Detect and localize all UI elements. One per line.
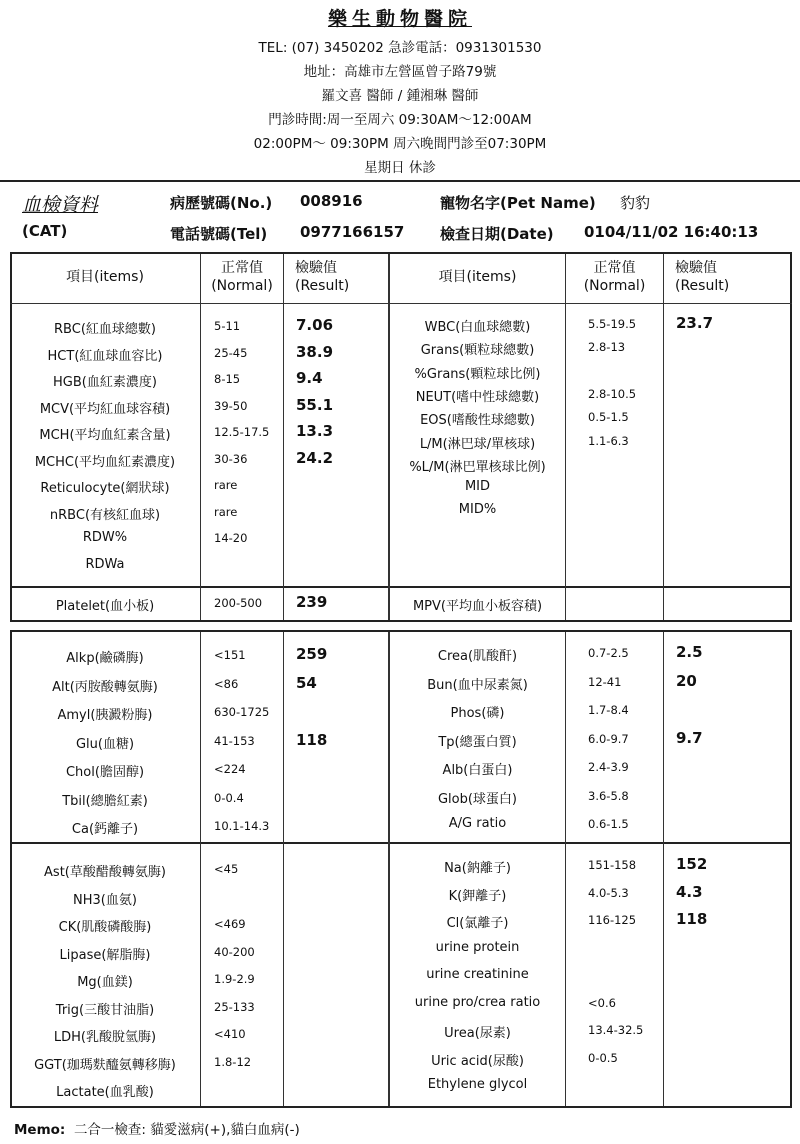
cbc-col-line [565,254,566,620]
item-name: Amyl(胰澱粉脢) [57,708,153,723]
chem-col-line [200,632,201,1106]
item-name: Alkp(鹼磷脢) [66,651,144,666]
cbc-center-line [388,254,390,620]
section-title: 血檢資料 [22,194,99,216]
tel-value: 0977166157 [300,223,405,241]
item-name: LDH(乳酸脫氫脢) [53,1030,157,1045]
item-name: Ethylene glycol [427,1077,528,1092]
item-name: MPV(平均血小板容積) [412,599,543,614]
date-value: 0104/11/02 16:40:13 [584,223,759,241]
item-name: Glob(球蛋白) [437,791,518,807]
result-value: 118 [296,730,328,749]
normal-range: 12.5-17.5 [214,425,270,439]
chem-center-line [388,632,390,1106]
normal-range: 40-200 [214,944,255,959]
result-value: 259 [296,645,328,663]
cbc-col-line [283,254,284,620]
normal-range: 2.8-13 [588,340,626,355]
result-value: 7.06 [296,316,334,334]
result-value: 118 [676,910,708,928]
normal-range: <45 [214,862,239,876]
item-name: Ast(草酸醋酸轉氨脢) [44,865,166,880]
address-line: 地址：高雄市左營區曾子路79號 [303,64,497,80]
normal-range: 6.0-9.7 [588,731,629,746]
chem-col-line [283,632,284,1106]
col-head-result-left: 檢驗值 (Result) [295,260,350,294]
item-name: NH3(血氨) [73,892,137,908]
result-value: 239 [296,593,328,611]
item-name: urine creatinine [426,967,529,982]
normal-range: 116-125 [588,913,637,927]
species-label: (CAT) [22,222,68,240]
item-name: MCHC(平均血紅素濃度) [34,454,176,470]
pet-name-label: 寵物名字(Pet Name) [440,194,596,212]
item-name: HCT(紅血球血容比) [47,348,163,364]
normal-range: 0.7-2.5 [588,646,629,660]
doctors-line: 羅文喜 醫師 / 鍾湘琳 醫師 [321,88,479,104]
normal-range: 12-41 [588,674,622,689]
item-name: nRBC(有核紅血球) [49,507,161,523]
item-name: RDWa [85,556,125,572]
chem-col-line [565,632,566,1106]
col-head-result-right: 檢驗值 (Result) [675,260,730,294]
normal-range: 151-158 [588,858,637,872]
item-name: %L/M(淋巴單核球比例) [409,459,546,475]
item-name: Na(鈉離子) [444,861,511,876]
col-head-items-left: 項目(items) [66,269,144,285]
item-name: GGT(珈瑪麩醯氨轉移脢) [34,1057,176,1073]
normal-range: 1.1-6.3 [588,433,629,448]
normal-range: 5.5-19.5 [588,317,637,331]
item-name: %Grans(顆粒球比例) [414,366,541,382]
item-name: Platelet(血小板) [55,599,155,614]
cbc-col-line [200,254,201,620]
item-name: Glu(血糖) [75,736,135,752]
item-name: K(鉀離子) [448,888,507,904]
item-name: MID% [458,502,497,518]
normal-range: <224 [214,762,246,776]
platelet-divider [10,586,792,588]
pet-name-value: 豹豹 [620,194,651,212]
item-name: Crea(肌酸酐) [437,649,518,664]
cbc-header-line [10,303,792,304]
item-name: Alt(丙胺酸轉氨脢) [52,679,158,695]
result-value: 54 [296,673,317,692]
result-value: 24.2 [296,448,334,467]
normal-range: 2.4-3.9 [588,760,629,774]
item-name: RDW% [82,530,128,545]
memo-text: 二合一檢查: 貓愛滋病(+),貓白血病(-) [73,1122,300,1138]
normal-range: 25-45 [214,345,248,360]
col-head-items-right: 項目(items) [438,269,517,285]
item-name: urine pro/crea ratio [414,994,541,1010]
item-name: Mg(血鎂) [77,975,133,990]
col-head-normal-right: 正常值 (Normal) [583,260,646,294]
normal-range: 0-0.5 [588,1050,618,1065]
item-name: Lactate(血乳酸) [56,1085,154,1100]
clinic-name: 樂生動物醫院 [327,8,472,30]
normal-range: rare [214,478,238,492]
normal-range: 10.1-14.3 [214,819,270,833]
record-no-label: 病歷號碼(No.) [170,194,273,212]
item-name: Lipase(解脂脢) [59,947,151,963]
item-name: Bun(血中尿素氮) [427,677,528,693]
cbc-col-line [663,254,664,620]
item-name: urine protein [435,939,520,955]
item-name: MCH(平均血紅素含量) [39,428,171,443]
hours-line-2: 02:00PM～ 09:30PM 周六晚間門診至07:30PM [253,136,547,152]
hours-line-1: 門診時間:周一至周六 09:30AM～12:00AM [268,112,532,128]
record-no-value: 008916 [300,192,363,210]
item-name: L/M(淋巴球/單核球) [419,436,536,452]
result-value: 38.9 [296,342,334,361]
hours-line-3: 星期日 休診 [364,160,436,176]
chem-divider [10,842,792,844]
normal-range: <151 [214,648,246,662]
normal-range: 4.0-5.3 [588,885,629,900]
normal-range: 3.6-5.8 [588,788,629,803]
normal-range: 0.6-1.5 [588,817,629,831]
normal-range: 1.8-12 [214,1054,252,1069]
normal-range: 0.5-1.5 [588,410,629,425]
normal-range: 200-500 [214,596,263,610]
normal-range: <0.6 [588,995,616,1010]
item-name: Urea(尿素) [444,1026,511,1041]
item-name: MCV(平均紅血球容積) [39,401,171,417]
normal-range: 2.8-10.5 [588,386,637,401]
date-label: 檢查日期(Date) [440,225,554,243]
result-value: 152 [676,855,708,873]
normal-range: rare [214,504,238,519]
phone-line: TEL: (07) 3450202 急診電話：0931301530 [258,40,542,56]
item-name: Grans(顆粒球總數) [420,343,535,359]
item-name: MID [464,479,491,495]
header-divider [0,180,800,182]
item-name: Reticulocyte(網狀球) [40,481,170,496]
item-name: NEUT(嗜中性球總數) [415,389,540,405]
normal-range: 30-36 [214,451,248,466]
normal-range: 0-0.4 [214,790,244,805]
item-name: Phos(磷) [450,706,505,721]
result-value: 9.4 [296,369,323,387]
item-name: A/G ratio [448,816,507,831]
tel-label: 電話號碼(Tel) [170,225,268,243]
normal-range: <86 [214,676,239,691]
item-name: CK(肌酸磷酸脢) [58,920,152,935]
item-name: RBC(紅血球總數) [54,322,156,337]
col-head-normal-left: 正常值 (Normal) [211,260,273,294]
normal-range: <410 [214,1027,246,1041]
item-name: EOS(嗜酸性球總數) [420,413,535,429]
result-value: 20 [676,671,697,690]
item-name: Tbil(總膽紅素) [62,793,148,809]
item-name: Cl(氯離子) [446,916,509,931]
result-value: 55.1 [296,395,334,414]
memo: Memo: 二合一檢查: 貓愛滋病(+),貓白血病(-) [14,1122,300,1138]
result-value: 23.7 [676,314,714,332]
normal-range: 13.4-32.5 [588,1023,644,1037]
normal-range: 39-50 [214,398,248,413]
result-value: 9.7 [676,728,703,747]
result-value: 4.3 [676,882,703,901]
item-name: Trig(三酸甘油脂) [55,1002,155,1018]
item-name: Tp(總蛋白質) [438,734,517,750]
normal-range: 14-20 [214,531,248,545]
result-value: 13.3 [296,422,334,440]
item-name: Alb(白蛋白) [442,763,513,778]
normal-range: 41-153 [214,733,255,748]
item-name: Ca(鈣離子) [71,822,139,837]
result-value: 2.5 [676,643,703,661]
item-name: Chol(膽固醇) [65,765,145,780]
chem-col-line [663,632,664,1106]
normal-range: <469 [214,917,246,931]
normal-range: 25-133 [214,999,255,1014]
normal-range: 1.9-2.9 [214,972,255,986]
item-name: Uric acid(尿酸) [431,1053,524,1069]
item-name: WBC(白血球總數) [424,320,531,335]
normal-range: 630-1725 [214,705,270,719]
normal-range: 1.7-8.4 [588,703,629,717]
item-name: HGB(血紅素濃度) [53,375,157,390]
normal-range: 5-11 [214,319,241,333]
normal-range: 8-15 [214,372,241,386]
